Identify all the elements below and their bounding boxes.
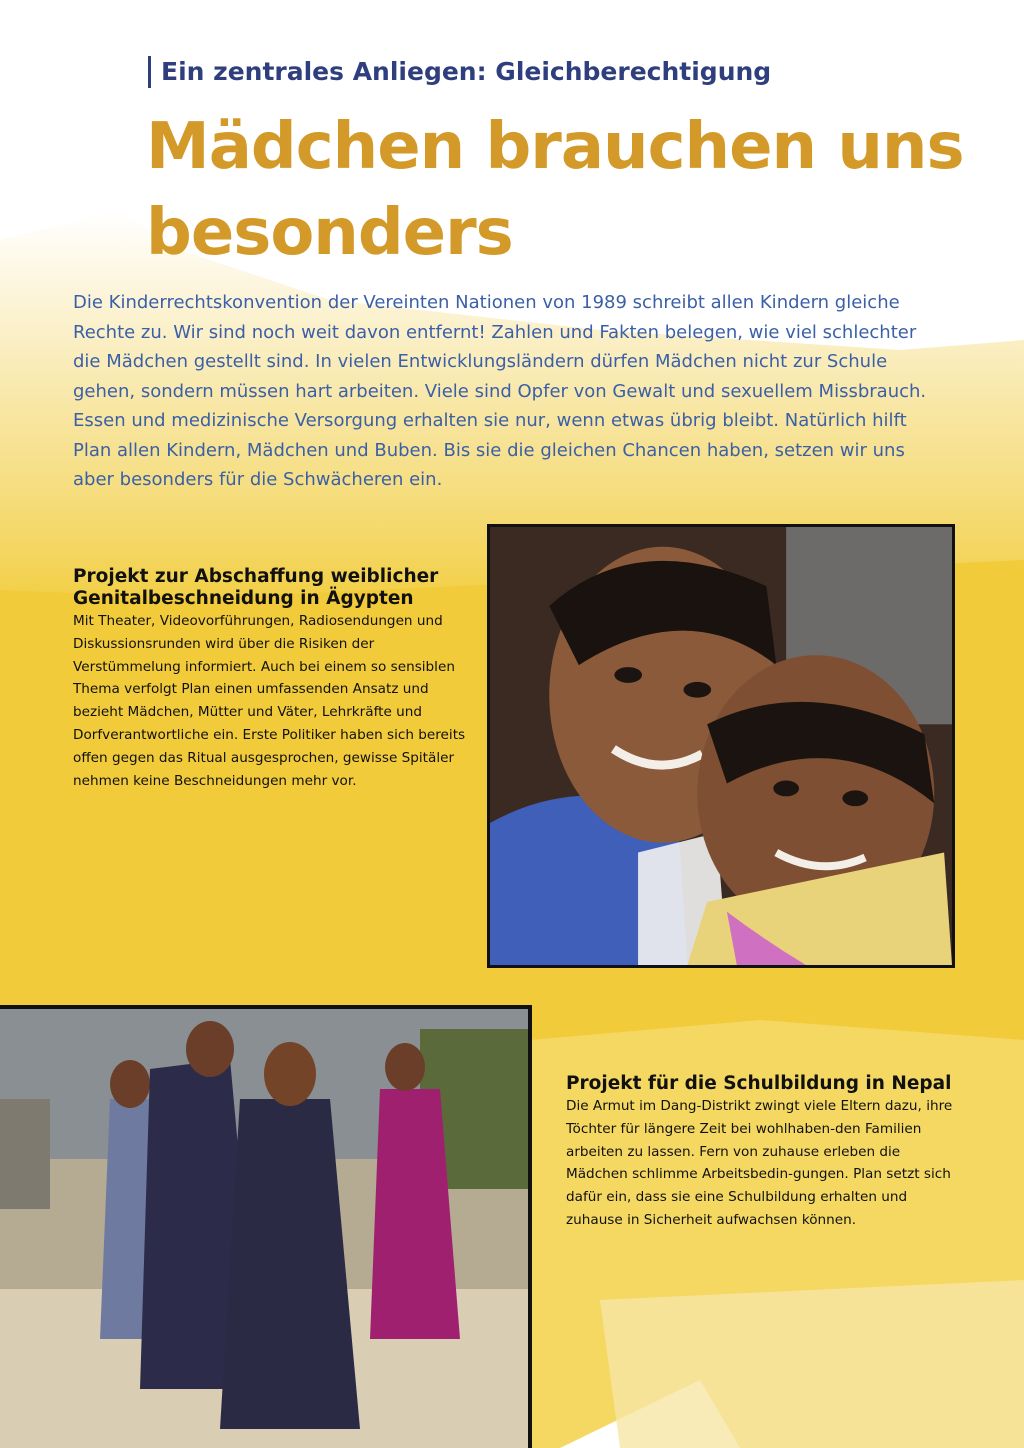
project-nepal-title: Projekt für die Schulbildung in Nepal [566,1073,952,1094]
project-egypt-body: Mit Theater, Videovorführungen, Radiosendungen und Diskussionsrunden wird über die Risiken der Verstümmelung informiert. Auch bei einem so sensiblen Thema verfolgt Plan einen umfassenden Ansatz und bezieht Mädchen, Mütter und Väter, Lehrkräfte und Dorfverantwortliche ein. Erste Politiker haben sich bereits offen gegen das Ritual ausgesprochen, gewisse Spitäler nehmen keine Beschneidungen mehr vor. [73,613,466,789]
project-nepal [566,1073,966,1232]
section-kicker: Ein zentrales Anliegen: Gleichberechtigung [148,56,771,88]
photo-dancing-girls [0,1005,532,1448]
page-headline: Mädchen brauchen uns besonders [146,110,964,270]
photo-two-girls [487,524,955,968]
project-nepal-body: Die Armut im Dang-Distrikt zwingt viele Eltern dazu, ihre Töchter für längere Zeit bei wohlhaben-den Familien arbeiten zu lassen. Fern von zuhause erleben die Mädchen schlimme Arbeitsbedin-gungen. Plan setzt sich dafür ein, dass sie eine Schulbildung erhalten und zuhause in Sicherheit aufwachsen können. [566,1098,953,1228]
intro-paragraph: Die Kinderrechtskonvention der Vereinten Nationen von 1989 schreibt allen Kindern gleiche Rechte zu. Wir sind noch weit davon entfernt! Zahlen und Fakten belegen, wie viel schlechter die Mädchen gestellt sind. In vielen Entwicklungsländern dürfen Mädchen nicht zur Schule gehen, sondern müssen hart arbeiten. Viele sind Opfer von Gewalt und sexuellem Missbrauch. Essen und medizinische Versorgung erhalten sie nur, wenn etwas übrig bleibt. Natürlich hilft Plan allen Kindern, Mädchen und Buben. Bis sie die gleichen Chancen haben, setzen wir uns aber besonders für die Schwächeren ein. [73,292,927,490]
project-egypt [73,566,473,792]
project-egypt-title: Projekt zur Abschaffung weiblicher Genitalbeschneidung in Ägypten [73,566,439,609]
